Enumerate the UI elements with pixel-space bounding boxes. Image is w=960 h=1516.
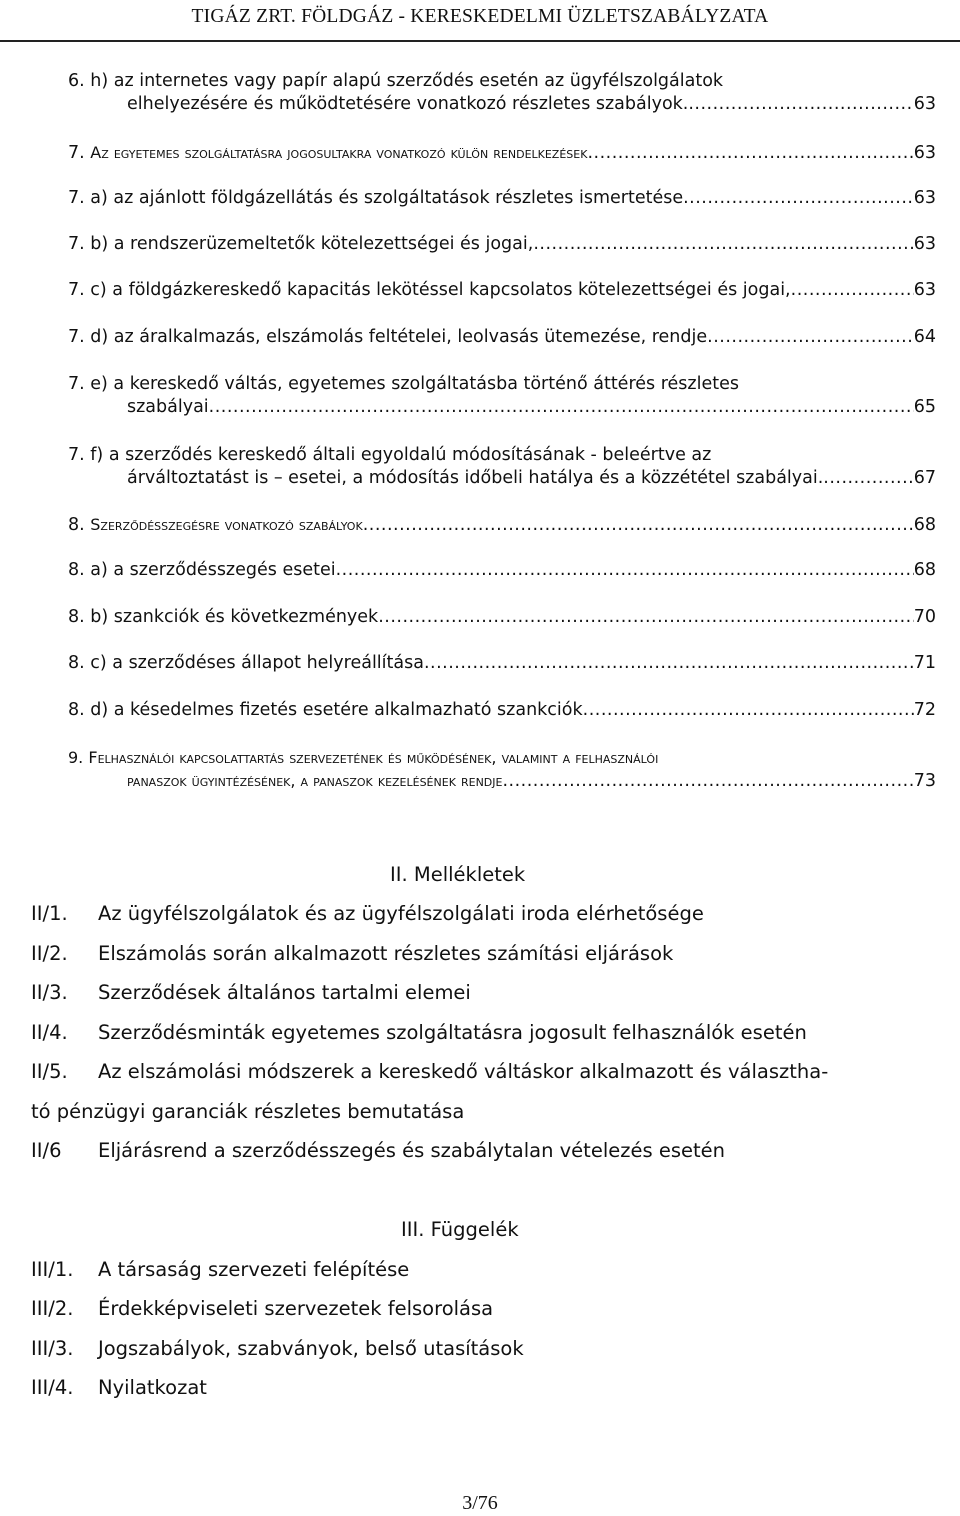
toc-number: 8. bbox=[68, 560, 91, 580]
appendix-number: III/1. bbox=[31, 1258, 74, 1281]
annex-text-line2: tó pénzügyi garanciák részletes bemutatása bbox=[31, 1100, 465, 1123]
appendix-text: Érdekképviseleti szervezetek felsorolása bbox=[98, 1297, 494, 1320]
toc-text: b) a rendszerüzemeltetők kötelezettségei és jogai, bbox=[90, 234, 534, 254]
toc-number: 7. bbox=[68, 327, 91, 347]
toc-number: 8. bbox=[68, 515, 91, 535]
toc-page: 63 bbox=[913, 280, 936, 300]
toc-entry[interactable] bbox=[68, 444, 936, 490]
toc-page: 65 bbox=[913, 397, 936, 417]
annex-item[interactable] bbox=[31, 941, 911, 967]
toc-number: 9. bbox=[68, 748, 89, 767]
toc-page: 70 bbox=[913, 607, 936, 627]
toc-text: b) szankciók és következmények bbox=[90, 607, 379, 627]
toc-leader bbox=[823, 467, 913, 490]
toc-text: árváltoztatást is – esetei, a módosítás időbeli hatálya és a közzététel szabályai. bbox=[127, 468, 824, 488]
appendix-text: Jogszabályok, szabványok, belső utasítások bbox=[98, 1337, 524, 1360]
toc-text-line1: f) a szerződés kereskedő általi egyoldalú módosításának - beleértve az bbox=[90, 445, 712, 465]
toc-text: c) a földgázkereskedő kapacitás lekötéssel kapcsolatos kötelezettségei és jogai, bbox=[90, 280, 791, 300]
toc-text: a) a szerződésszegés esetei bbox=[90, 560, 336, 580]
annex-text: Eljárásrend a szerződésszegés és szabálytalan vételezés esetén bbox=[98, 1139, 725, 1162]
toc-leader bbox=[583, 699, 914, 722]
toc-text: elhelyezésére és működtetésére vonatkozó részletes szabályok. bbox=[127, 94, 689, 114]
annex-item[interactable] bbox=[31, 901, 911, 927]
annex-text: Szerződések általános tartalmi elemei bbox=[98, 981, 471, 1004]
toc-number: 8. bbox=[68, 700, 91, 720]
appendix-text: Nyilatkozat bbox=[98, 1376, 207, 1399]
toc-page: 64 bbox=[913, 327, 936, 347]
appendix-item[interactable] bbox=[31, 1296, 911, 1322]
toc-entry[interactable] bbox=[68, 279, 936, 302]
toc-text-line1: e) a kereskedő váltás, egyetemes szolgáltatásba történő áttérés részletes bbox=[90, 374, 739, 394]
toc-entry[interactable] bbox=[68, 187, 936, 210]
annex-text: Szerződésminták egyetemes szolgáltatásra jogosult felhasználók esetén bbox=[98, 1021, 807, 1044]
toc-text: panaszok ügyintézésének, a panaszok kezelésének rendje bbox=[127, 771, 503, 790]
toc-entry[interactable] bbox=[68, 513, 936, 537]
toc-text: c) a szerződéses állapot helyreállítása bbox=[90, 653, 424, 673]
toc-leader bbox=[209, 396, 914, 419]
toc-page: 63 bbox=[913, 143, 936, 163]
toc-page: 63 bbox=[913, 234, 936, 254]
annexes-title: II. Mellékletek bbox=[390, 863, 526, 886]
toc-page: 63 bbox=[913, 94, 936, 114]
toc-number: 7. bbox=[68, 280, 91, 300]
toc-number: 7. bbox=[68, 234, 91, 254]
toc-number: 7. bbox=[68, 143, 91, 163]
toc-number: 7. bbox=[68, 445, 91, 465]
toc-entry[interactable] bbox=[68, 141, 936, 165]
toc-leader bbox=[424, 652, 914, 675]
toc-entry[interactable] bbox=[68, 699, 936, 722]
toc-number: 8. bbox=[68, 607, 91, 627]
toc-page: 67 bbox=[913, 468, 936, 488]
toc-leader bbox=[688, 93, 913, 116]
annex-item[interactable] bbox=[31, 1020, 911, 1046]
annex-number: II/2. bbox=[31, 942, 68, 965]
annex-number: II/6 bbox=[31, 1139, 62, 1162]
annex-number: II/1. bbox=[31, 902, 68, 925]
toc-text-line1: Felhasználói kapcsolattartás szervezetének és működésének, valamint a felhasználói bbox=[88, 748, 659, 767]
appendix-item[interactable] bbox=[31, 1336, 911, 1362]
toc-leader bbox=[587, 142, 913, 165]
toc-text: d) a késedelmes fizetés esetére alkalmazható szankciók bbox=[90, 700, 583, 720]
appendix-item[interactable] bbox=[31, 1375, 911, 1401]
annex-item[interactable] bbox=[31, 1138, 911, 1164]
toc-text: d) az áralkalmazás, elszámolás feltételei, leolvasás ütemezése, rendje bbox=[90, 327, 708, 347]
appendix-title: III. Függelék bbox=[401, 1218, 519, 1241]
header-title: TIGÁZ ZRT. FÖLDGÁZ - KERESKEDELMI ÜZLETSZABÁLYZATA bbox=[191, 6, 769, 27]
toc-leader bbox=[791, 279, 914, 302]
toc-text: szabályai bbox=[127, 397, 209, 417]
toc-number: 7. bbox=[68, 188, 91, 208]
toc-text-line1: h) az internetes vagy papír alapú szerződés esetén az ügyfélszolgálatok bbox=[90, 71, 724, 91]
toc-page: 68 bbox=[913, 515, 936, 535]
toc-text: Szerződésszegésre vonatkozó szabályok bbox=[90, 515, 363, 534]
toc-entry[interactable] bbox=[68, 373, 936, 419]
toc-number: 7. bbox=[68, 374, 91, 394]
toc-page: 68 bbox=[913, 560, 936, 580]
toc-entry[interactable] bbox=[68, 606, 936, 629]
toc-leader bbox=[502, 770, 913, 793]
toc-leader bbox=[707, 326, 914, 349]
toc-page: 63 bbox=[913, 188, 936, 208]
toc-number: 6. bbox=[68, 71, 91, 91]
toc-entry[interactable] bbox=[68, 559, 936, 582]
appendix-number: III/4. bbox=[31, 1376, 74, 1399]
toc-entry[interactable] bbox=[68, 70, 936, 116]
page-number: 3/76 bbox=[462, 1492, 498, 1514]
annex-text: Elszámolás során alkalmazott részletes számítási eljárások bbox=[98, 942, 674, 965]
annex-number: II/5. bbox=[31, 1060, 68, 1083]
toc-text: Az egyetemes szolgáltatásra jogosultakra vonatkozó külön rendelkezések bbox=[90, 143, 588, 162]
annex-item[interactable] bbox=[31, 980, 911, 1006]
toc-leader bbox=[363, 514, 914, 537]
annex-item[interactable] bbox=[31, 1059, 911, 1085]
toc-leader bbox=[336, 559, 914, 582]
annex-item-continuation bbox=[31, 1099, 911, 1125]
appendix-text: A társaság szervezeti felépítése bbox=[98, 1258, 410, 1281]
annex-number: II/3. bbox=[31, 981, 68, 1004]
annex-text: Az ügyfélszolgálatok és az ügyfélszolgálati iroda elérhetősége bbox=[98, 902, 704, 925]
toc-leader bbox=[533, 233, 913, 256]
toc-text: a) az ajánlott földgázellátás és szolgáltatások részletes ismertetése bbox=[90, 188, 684, 208]
appendix-item[interactable] bbox=[31, 1257, 911, 1283]
page-header bbox=[0, 0, 960, 42]
appendix-number: III/2. bbox=[31, 1297, 74, 1320]
toc-number: 8. bbox=[68, 653, 91, 673]
appendix-number: III/3. bbox=[31, 1337, 74, 1360]
annex-number: II/4. bbox=[31, 1021, 68, 1044]
toc-page: 72 bbox=[913, 700, 936, 720]
toc-page: 73 bbox=[913, 771, 936, 791]
toc-entry[interactable] bbox=[68, 326, 936, 349]
toc-page: 71 bbox=[913, 653, 936, 673]
toc-leader bbox=[378, 606, 914, 629]
toc-entry[interactable] bbox=[68, 233, 936, 256]
toc-leader bbox=[683, 187, 914, 210]
toc-entry[interactable] bbox=[68, 652, 936, 675]
annex-text: Az elszámolási módszerek a kereskedő váltáskor alkalmazott és választha- bbox=[98, 1060, 829, 1083]
toc-entry[interactable] bbox=[68, 746, 936, 793]
